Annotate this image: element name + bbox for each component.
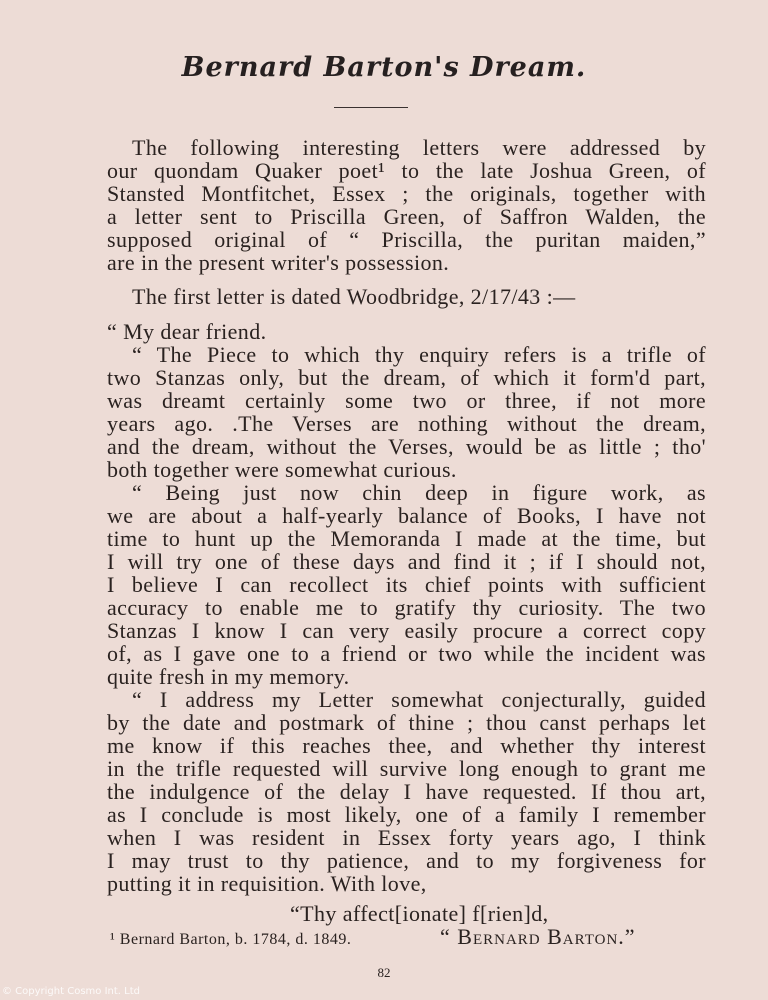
text-line: “ The Piece to which thy enquiry refers is a trifle of	[132, 342, 706, 367]
text-line: the indulgence of the delay I have requested. If thou art,	[107, 779, 706, 804]
signature-name: “ Bernard Barton.”	[440, 924, 636, 949]
title-rule	[334, 107, 408, 108]
text-line: The first letter is dated Woodbridge, 2/17/43 :—	[132, 284, 576, 309]
text-line: I believe I can recollect its chief points with sufficient	[107, 572, 706, 597]
text-line: as I conclude is most likely, one of a family I remember	[107, 802, 706, 827]
text-line: time to hunt up the Memoranda I made at the time, but	[107, 526, 706, 551]
text-line: putting it in requisition. With love,	[107, 871, 427, 896]
text-line: me know if this reaches thee, and whether thy interest	[107, 733, 706, 758]
text-line: Stansted Montfitchet, Essex ; the originals, together with	[107, 181, 706, 206]
text-line: supposed original of “ Priscilla, the puritan maiden,”	[107, 227, 706, 252]
text-line: a letter sent to Priscilla Green, of Saffron Walden, the	[107, 204, 706, 229]
text-line: accuracy to enable me to gratify thy curiosity. The two	[107, 595, 706, 620]
page-number: 82	[377, 965, 391, 980]
footnote: ¹ Bernard Barton, b. 1784, d. 1849.	[110, 931, 352, 948]
text-line: in the trifle requested will survive long enough to grant me	[107, 756, 706, 781]
text-line: The following interesting letters were addressed by	[132, 135, 706, 160]
text-line: I will try one of these days and find it ; if I should not,	[107, 549, 706, 574]
copyright-watermark: © Copyright Cosmo Int. Ltd	[2, 986, 140, 997]
text-line: are in the present writer's possession.	[107, 250, 450, 275]
text-line: quite fresh in my memory.	[107, 664, 350, 689]
text-line: our quondam Quaker poet¹ to the late Joshua Green, of	[107, 158, 706, 183]
text-line: two Stanzas only, but the dream, of which it form'd part,	[107, 365, 706, 390]
text-line: “ I address my Letter somewhat conjecturally, guided	[132, 687, 706, 712]
text-line: “ Being just now chin deep in figure work, as	[132, 480, 706, 505]
text-line: Stanzas I know I can very easily procure a correct copy	[107, 618, 706, 643]
text-line: when I was resident in Essex forty years ago, I think	[107, 825, 706, 850]
signature-closing: “Thy affect[ionate] f[rien]d,	[290, 901, 549, 926]
text-line: years ago. .The Verses are nothing without the dream,	[107, 411, 706, 436]
page-title: Bernard Barton's Dream.	[181, 52, 587, 83]
text-line: we are about a half-yearly balance of Books, I have not	[107, 503, 706, 528]
text-line: of, as I gave one to a friend or two while the incident was	[107, 641, 706, 666]
text-line: and the dream, without the Verses, would be as little ; tho'	[107, 434, 706, 459]
text-line: was dreamt certainly some two or three, if not more	[107, 388, 706, 413]
salutation: “ My dear friend.	[107, 319, 267, 344]
text-line: by the date and postmark of thine ; thou canst perhaps let	[107, 710, 706, 735]
text-line: I may trust to thy patience, and to my forgiveness for	[107, 848, 706, 873]
text-line: both together were somewhat curious.	[107, 457, 457, 482]
